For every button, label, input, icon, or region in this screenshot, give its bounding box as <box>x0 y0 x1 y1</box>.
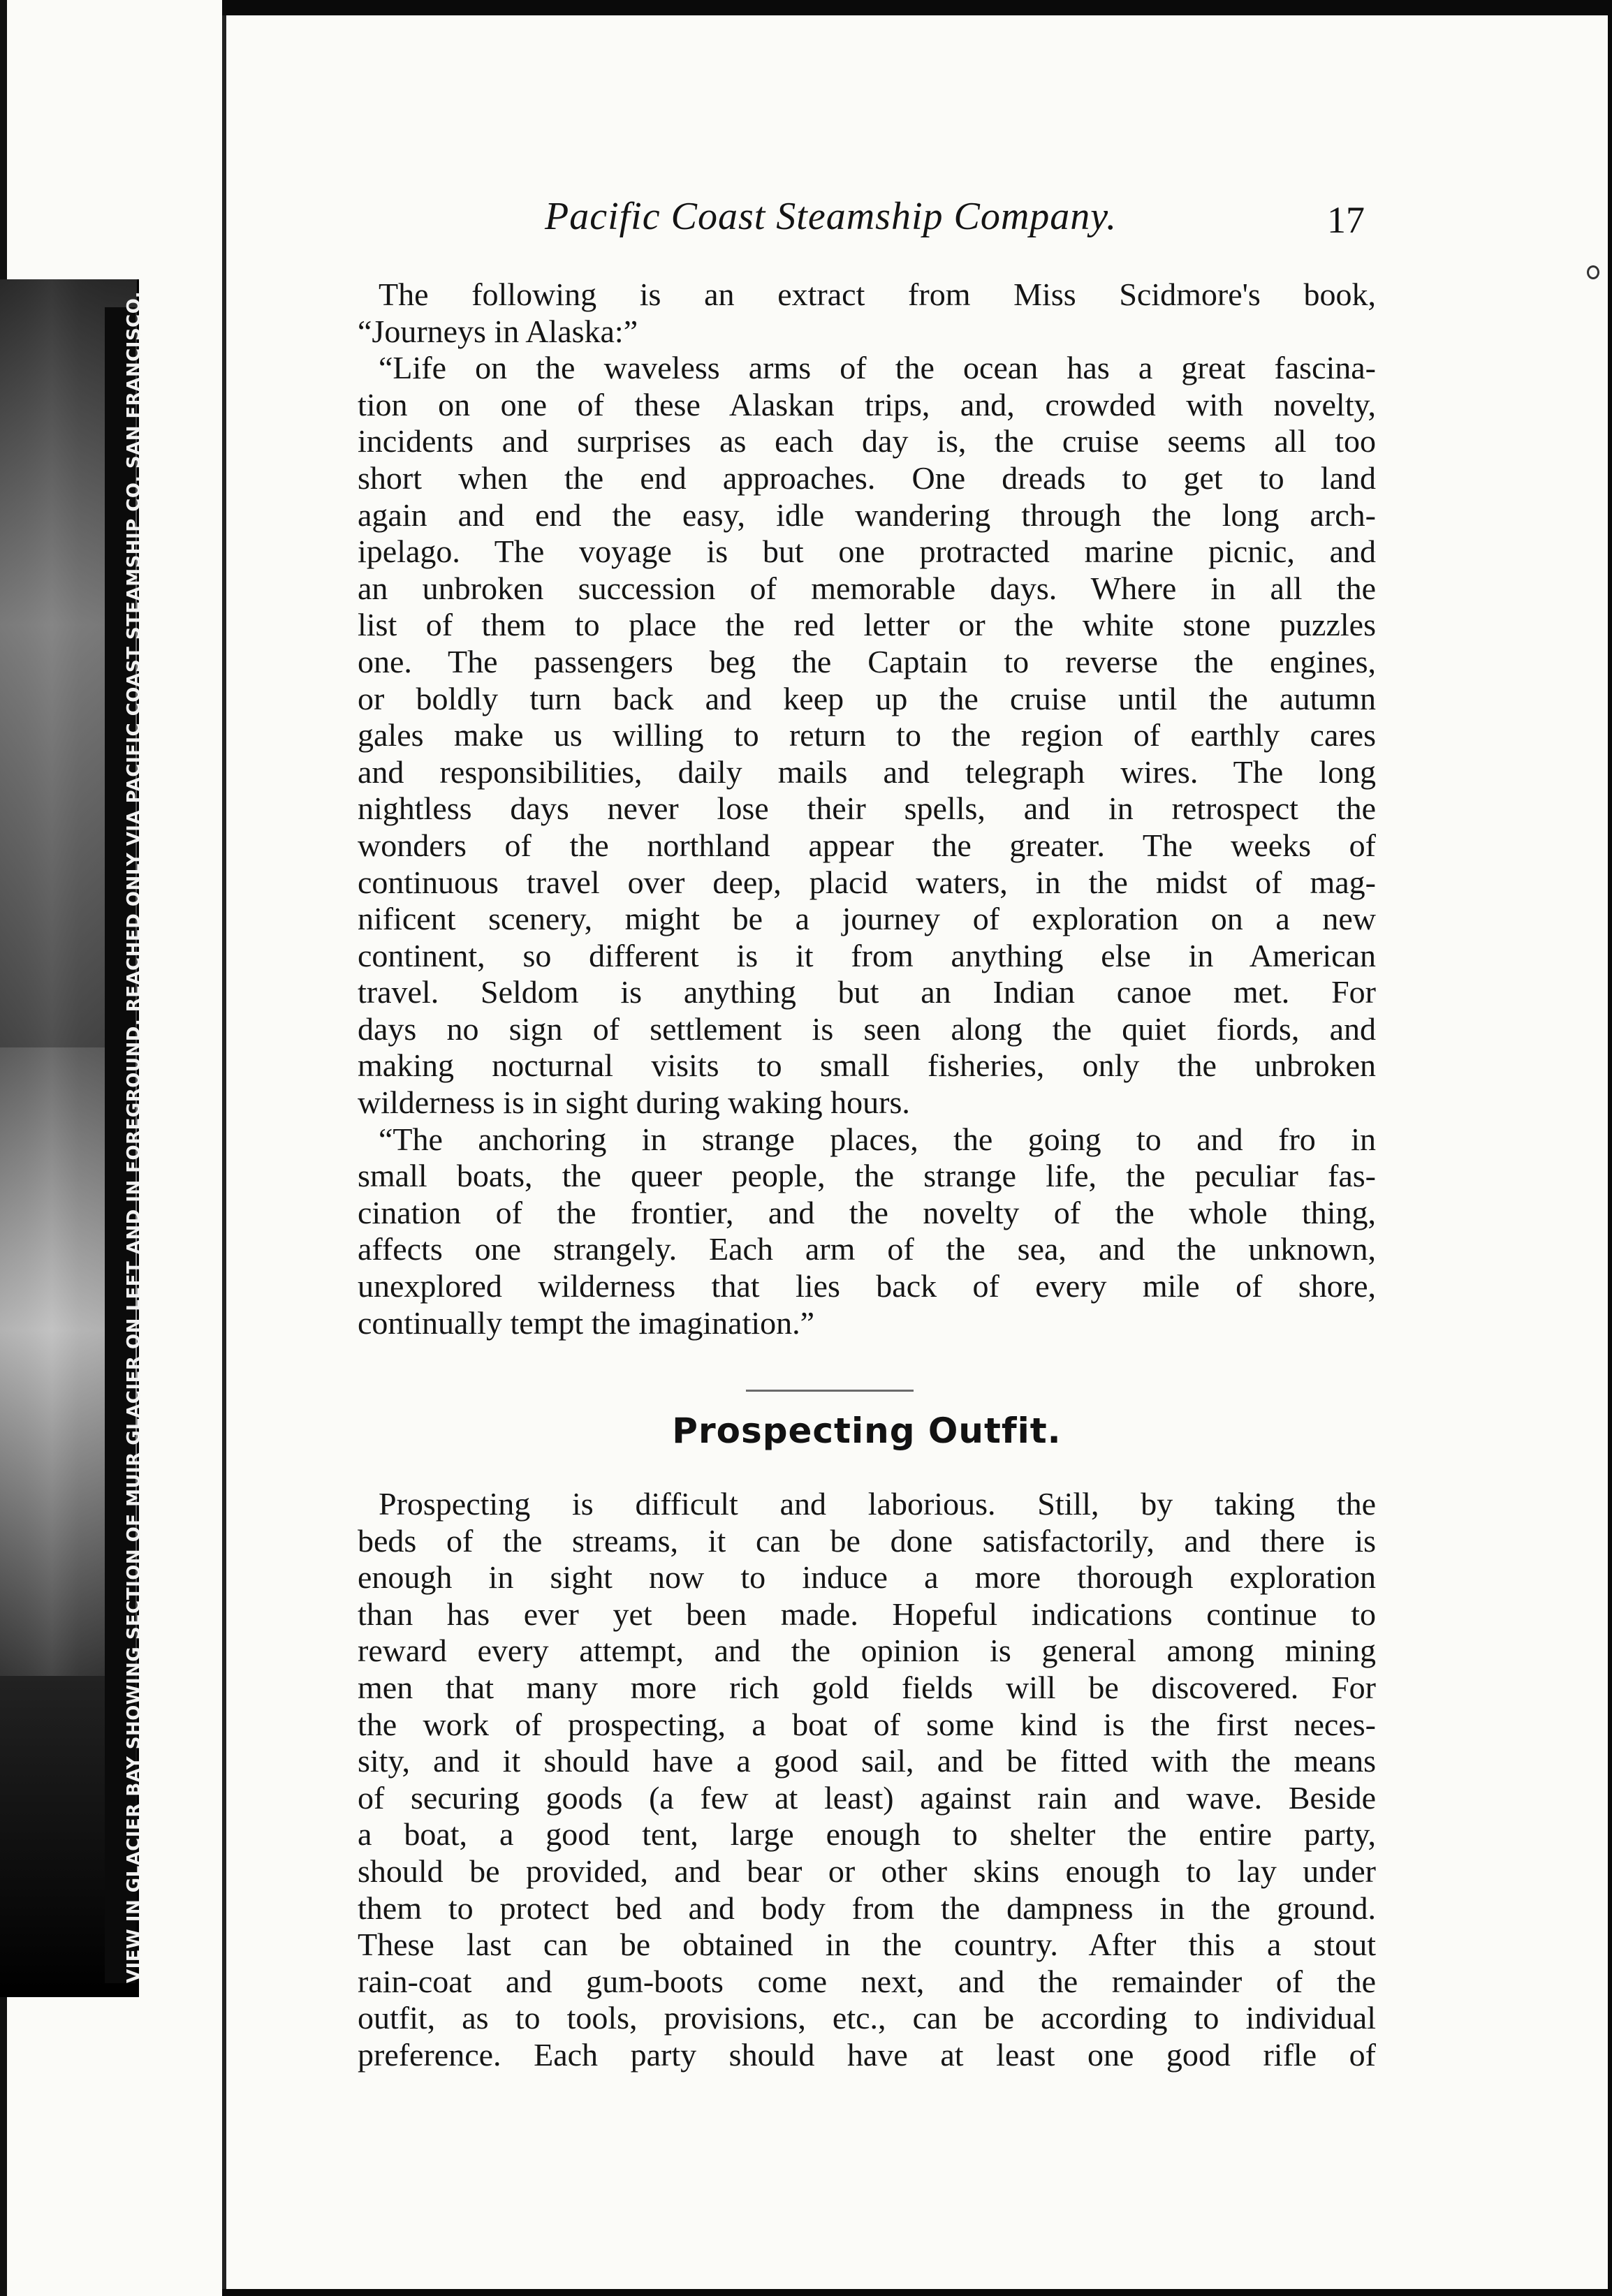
text-line: again and end the easy, idle wandering through the long arch- <box>358 496 1376 533</box>
text-line: men that many more rich gold fields will be discovered. For <box>358 1669 1376 1705</box>
text-line: than has ever yet been made. Hopeful indications continue to <box>358 1596 1376 1632</box>
facing-page-strip <box>0 0 222 2296</box>
text-line: sity, and it should have a good sail, and be fitted with the means <box>358 1743 1376 1779</box>
text-line: travel. Seldom is anything but an Indian canoe met. For <box>358 974 1376 1010</box>
text-line: one. The passengers beg the Captain to reverse the engines, <box>358 643 1376 679</box>
text-line: wonders of the northland appear the greater. The weeks of <box>358 827 1376 863</box>
text-line: These last can be obtained in the country. After this a stout <box>358 1927 1376 1963</box>
text-line: preference. Each party should have at least one good rifle of <box>358 2036 1376 2073</box>
text-line: list of them to place the red letter or the white stone puzzles <box>358 607 1376 643</box>
text-line: wilderness is in sight during waking hours. <box>358 1084 910 1121</box>
text-line: ipelago. The voyage is but one protracted marine picnic, and <box>358 533 1376 570</box>
text-line: rain-coat and gum-boots come next, and the remainder of the <box>358 1963 1376 1999</box>
text-line: nightless days never lose their spells, and in retrospect the <box>358 790 1376 827</box>
text-line: a boat, a good tent, large enough to shelter the entire party, <box>358 1816 1376 1853</box>
text-line: “The anchoring in strange places, the going to and fro in <box>379 1121 1376 1157</box>
text-line: short when the end approaches. One dreads to get to land <box>358 459 1376 496</box>
gutter-rule <box>222 15 226 2289</box>
text-line: unexplored wilderness that lies back of every mile of shore, <box>358 1268 1376 1304</box>
text-line: “Journeys in Alaska:” <box>358 313 638 349</box>
intro-quotation <box>358 277 1376 1341</box>
margin-mark <box>1587 265 1599 279</box>
section-divider <box>746 1390 914 1392</box>
text-line: continent, so different is it from anything else in American <box>358 937 1376 973</box>
text-line: outfit, as to tools, provisions, etc., can be according to individual <box>358 2000 1376 2036</box>
text-line: tion on one of these Alaskan trips, and, crowded with novelty, <box>358 386 1376 422</box>
text-line: “Life on the waveless arms of the ocean has a great fascina- <box>379 350 1376 386</box>
top-border <box>222 0 1612 15</box>
photo-caption: VIEW IN GLACIER BAY SHOWING SECTION OF MUIR GLACIER ON LEFT AND IN FOREGROUND. REACHED ONLY VIA PACIFIC COAST STEAMSHIP CO. SAN FRANCISCO. <box>124 290 145 1983</box>
prospecting-paragraph <box>358 1486 1376 2074</box>
text-line: and responsibilities, daily mails and telegraph wires. The long <box>358 753 1376 790</box>
text-line: small boats, the queer people, the strange life, the peculiar fas- <box>358 1158 1376 1194</box>
text-line: days no sign of settlement is seen along the quiet fiords, and <box>358 1010 1376 1047</box>
text-line: The following is an extract from Miss Scidmore's book, <box>379 277 1376 312</box>
text-line: affects one strangely. Each arm of the sea, and the unknown, <box>358 1231 1376 1267</box>
text-line: an unbroken succession of memorable days. Where in all the <box>358 570 1376 606</box>
text-line: or boldly turn back and keep up the cruise until the autumn <box>358 680 1376 716</box>
text-line: should be provided, and bear or other skins enough to lay under <box>358 1853 1376 1889</box>
text-line: continuous travel over deep, placid waters, in the midst of mag- <box>358 864 1376 900</box>
text-line: beds of the streams, it can be done satisfactorily, and there is <box>358 1522 1376 1559</box>
photo-caption-band <box>105 290 145 1983</box>
page-number: 17 <box>1327 199 1365 241</box>
running-head: Pacific Coast Steamship Company. <box>545 195 1118 238</box>
section-heading: Prospecting Outfit. <box>672 1411 1062 1451</box>
text-line: incidents and surprises as each day is, the cruise seems all too <box>358 423 1376 459</box>
text-line: continually tempt the imagination.” <box>358 1304 815 1341</box>
text-line: them to protect bed and body from the dampness in the ground. <box>358 1890 1376 1926</box>
text-line: the work of prospecting, a boat of some kind is the first neces- <box>358 1706 1376 1742</box>
text-line: cination of the frontier, and the novelty of the whole thing, <box>358 1194 1376 1230</box>
text-line: of securing goods (a few at least) against rain and wave. Beside <box>358 1779 1376 1816</box>
text-line: enough in sight now to induce a more thorough exploration <box>358 1559 1376 1596</box>
text-line: nificent scenery, might be a journey of exploration on a new <box>358 901 1376 937</box>
text-line: reward every attempt, and the opinion is general among mining <box>358 1633 1376 1669</box>
text-line: gales make us willing to return to the region of earthly cares <box>358 717 1376 753</box>
text-line: Prospecting is difficult and laborious. Still, by taking the <box>379 1486 1376 1522</box>
text-line: making nocturnal visits to small fisheries, only the unbroken <box>358 1047 1376 1084</box>
